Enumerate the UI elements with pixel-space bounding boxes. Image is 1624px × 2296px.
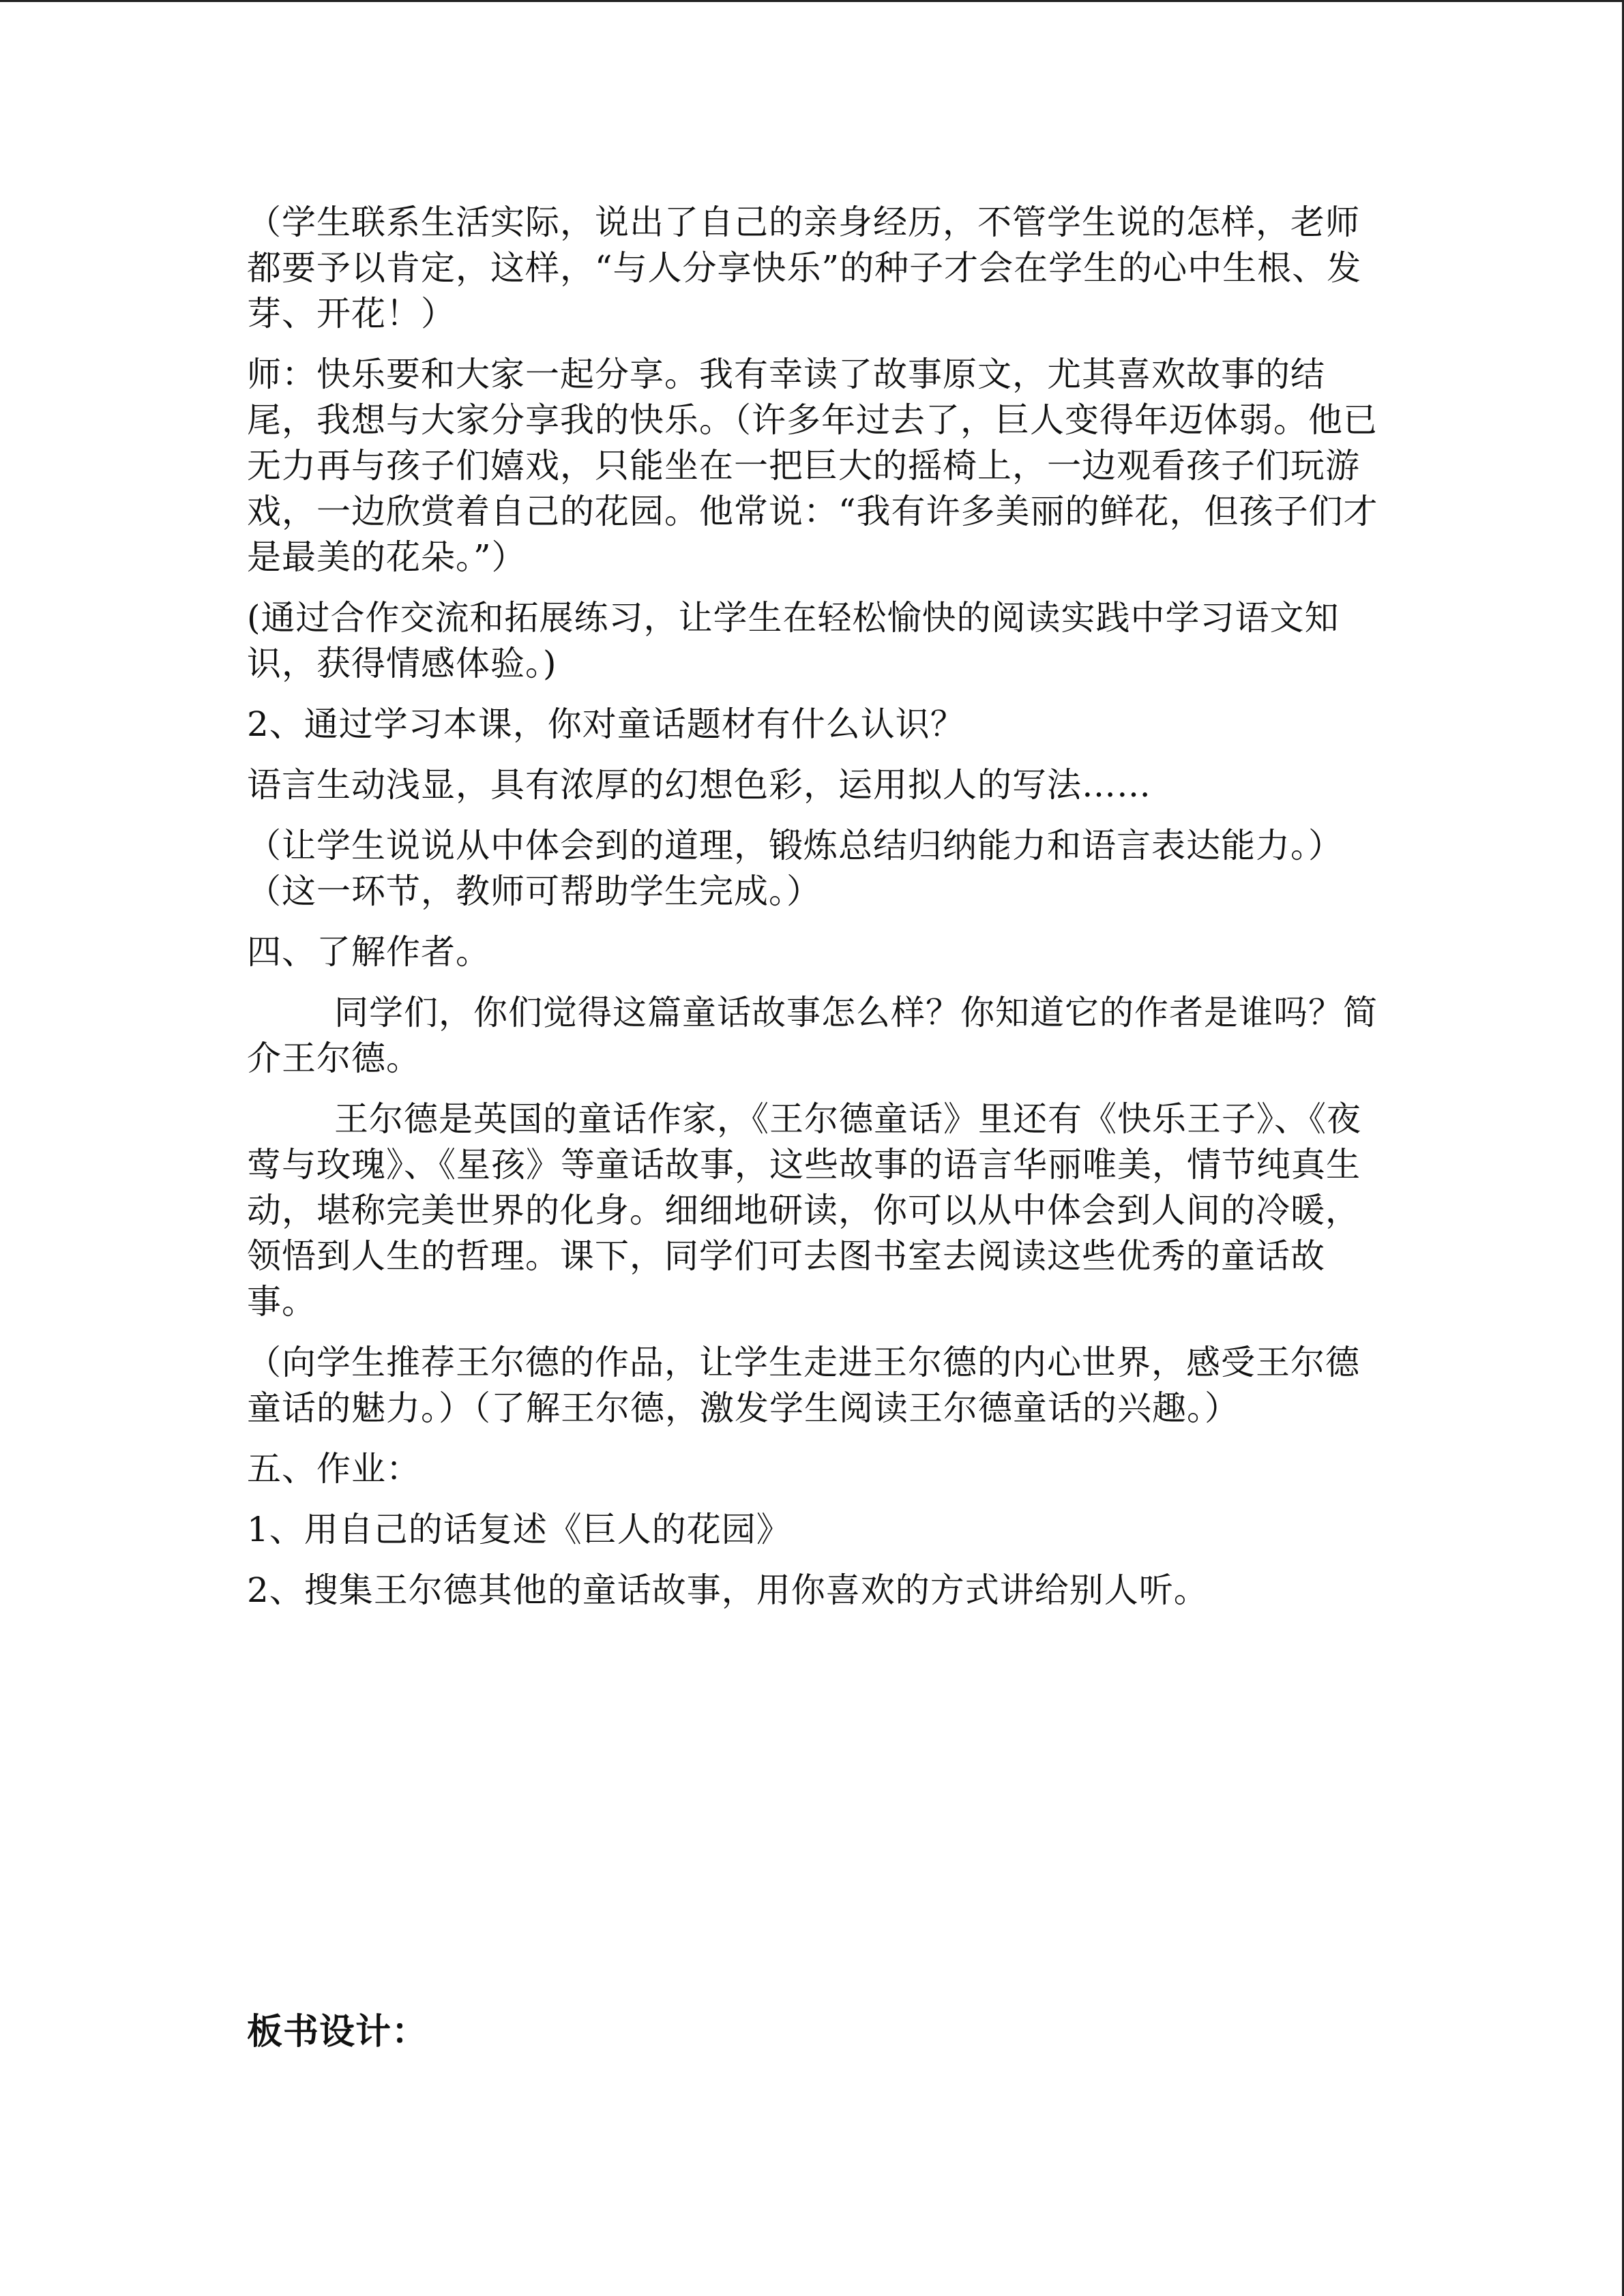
paragraph-recommend-wilde: （向学生推荐王尔德的作品，让学生走进王尔德的内心世界，感受王尔德童话的魅力。）（了解王尔德，激发学生阅读王尔德童话的兴趣。） [247, 1343, 1360, 1428]
homework-item-2: 2、搜集王尔德其他的童话故事，用你喜欢的方式讲给别人听。 [247, 1570, 1209, 1610]
homework-item-1: 1、用自己的话复述《巨人的花园》 [247, 1510, 791, 1549]
board-design-heading: 板书设计： [247, 2011, 428, 2053]
paragraph-answer-language: 语言生动浅显，具有浓厚的幻想色彩，运用拟人的写法…… [247, 765, 1151, 805]
section-heading-author: 四、了解作者。 [247, 932, 490, 972]
paragraph-cooperation-note: (通过合作交流和拓展练习，让学生在轻松愉快的阅读实践中学习语文知识，获得情感体验。) [247, 598, 1340, 683]
section-heading-homework: 五、作业： [247, 1449, 421, 1489]
paragraph-teacher-story-ending: 师：快乐要和大家一起分享。我有幸读了故事原文，尤其喜欢故事的结尾，我想与大家分享我的快乐。（许多年过去了，巨人变得年迈体弱。他已无力再与孩子们嬉戏，只能坐在一把巨大的摇椅上，一边观看孩子们玩游戏，一边欣赏着自己的花园。他常说：“我有许多美丽的鲜花，但孩子们才是最美的花朵。”） [247, 355, 1378, 577]
paragraph-wilde-introduction: 王尔德是英国的童话作家，《王尔德童话》里还有《快乐王子》、《夜莺与玫瑰》、《星孩》等童话故事，这些故事的语言华丽唯美，情节纯真生动，堪称完美世界的化身。细细地研读，你可以从中体会到人间的冷暖，领悟到人生的哲理。课下，同学们可去图书室去阅读这些优秀的童话故事。 [247, 1099, 1361, 1322]
paragraph-student-sharing-note: （学生联系生活实际，说出了自己的亲身经历，不管学生说的怎样，老师都要予以肯定，这样，“与人分享快乐”的种子才会在学生的心中生根、发芽、开花！） [247, 203, 1362, 333]
paragraph-author-question: 同学们，你们觉得这篇童话故事怎么样？你知道它的作者是谁吗？简介王尔德。 [247, 993, 1378, 1078]
document-body [247, 200, 1379, 1628]
paragraph-question-fairy-tale: 2、通过学习本课，你对童话题材有什么认识？ [247, 704, 965, 744]
paragraph-summary-note: （让学生说说从中体会到的道理，锻炼总结归纳能力和语言表达能力。）（这一环节，教师可帮助学生完成。） [247, 826, 1343, 911]
